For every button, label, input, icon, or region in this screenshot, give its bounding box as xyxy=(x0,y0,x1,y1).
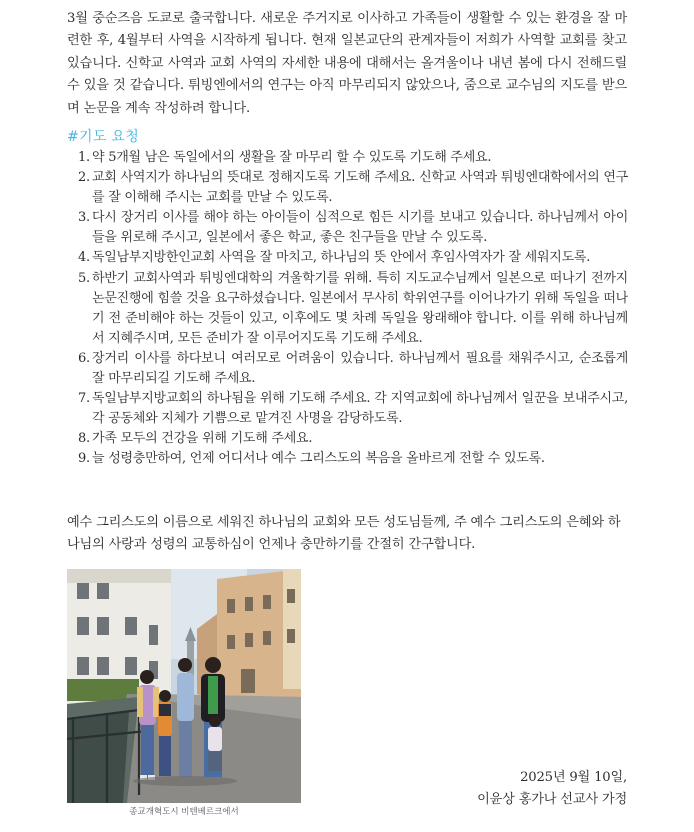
prayer-item-number: 8. xyxy=(78,431,90,447)
prayer-item-number: 3. xyxy=(78,210,90,226)
prayer-item-text: 늘 성령충만하여, 언제 어디서나 예수 그리스도의 복음을 올바르게 전할 수 있도록. xyxy=(92,451,545,467)
family-photo-figure xyxy=(67,569,301,817)
prayer-item-text: 다시 장거리 이사를 해야 하는 아이들이 심적으로 힘든 시기를 보내고 있습니다. 하나님께서 아이들을 위로해 주시고, 일본에서 좋은 학교, 좋은 친구들을 만날 수 있도록. xyxy=(92,210,628,246)
prayer-request-heading: #기도 요청 xyxy=(67,129,140,145)
prayer-item-text: 약 5개월 남은 독일에서의 생활을 잘 마무리 할 수 있도록 기도해 주세요. xyxy=(92,150,492,165)
prayer-item xyxy=(78,168,628,208)
family-photo xyxy=(67,569,301,803)
sender-name: 이윤상 홍가나 선교사 가정 xyxy=(477,792,627,807)
prayer-item-number: 2. xyxy=(78,170,90,186)
closing-blessing-paragraph: 예수 그리스도의 이름으로 세워진 하나님의 교회와 모든 성도님들께, 주 예수 그리스도의 은혜와 하나님의 사랑과 성령의 교통하심이 언제나 충만하기를 간절히 간구합니다. xyxy=(67,515,621,553)
prayer-item-number: 9. xyxy=(78,451,90,467)
prayer-item-number: 6. xyxy=(78,350,90,366)
prayer-item-number: 5. xyxy=(78,270,90,286)
prayer-item-text: 독일남부지방교회의 하나됨을 위해 기도해 주세요. 각 지역교회에 하나님께서 일꾼을 보내주시고, 각 공동체와 지체가 기쁨으로 맡겨진 사명을 감당하도록. xyxy=(92,391,628,427)
prayer-item-number: 7. xyxy=(78,391,90,407)
prayer-item-number: 4. xyxy=(78,250,90,266)
prayer-item-text: 가족 모두의 건강을 위해 기도해 주세요. xyxy=(92,431,313,447)
prayer-item-number: 1. xyxy=(78,150,90,165)
intro-paragraph: 3월 중순즈음 도쿄로 출국합니다. 새로운 주거지로 이사하고 가족들이 생활할 수 있는 환경을 잘 마련한 후, 4월부터 사역을 시작하게 됩니다. 현재 일본교단의 관계자들이 저희가 사역할 교회를 찾고 있습니다. 신학교 사역과 교회 사역의 자세한 내용에 대해서는 올겨울이나 내년 봄에 다시 전해드릴 수 있을 것 같습니다. 튀빙엔에서의 연구는 아직 마무리되지 않았으나, 줌으로 교수님의 지도를 받으며 논문을 계속 작성하려 합니다. xyxy=(67,11,627,116)
prayer-item-text: 하반기 교회사역과 튀빙엔대학의 겨울학기를 위해. 특히 지도교수님께서 일본으로 떠나기 전까지 논문진행에 힘쓸 것을 요구하셨습니다. 일본에서 무사히 학위연구를 이어나가기 위해 독일을 떠나기 전 준비해야 하는 것들이 있고, 이후에도 몇 차례 독일을 왕래해야 합니다. 이를 위해 하나님께서 지혜주시며, 모든 준비가 잘 이루어지도록 기도해 주세요. xyxy=(92,270,628,346)
prayer-item xyxy=(78,148,628,168)
prayer-item xyxy=(78,449,628,469)
prayer-item xyxy=(78,349,628,389)
letter-date: 2025년 9월 10일, xyxy=(520,770,627,785)
prayer-item xyxy=(78,208,628,248)
photo-caption: 종교개혁도시 비텐베르크에서 xyxy=(129,807,239,817)
prayer-item-text: 교회 사역지가 하나님의 뜻대로 정해지도록 기도해 주세요. 신학교 사역과 튀빙엔대학에서의 연구를 잘 이해해 주시는 교회를 만날 수 있도록. xyxy=(92,170,628,206)
prayer-item-text: 장거리 이사를 하다보니 여러모로 어려움이 있습니다. 하나님께서 필요를 채워주시고, 순조롭게 잘 마무리되길 기도해 주세요. xyxy=(92,350,628,387)
prayer-request-list xyxy=(78,148,628,470)
signature-block xyxy=(477,767,627,811)
prayer-item xyxy=(78,429,628,449)
prayer-item-text: 독일남부지방한인교회 사역을 잘 마치고, 하나님의 뜻 안에서 후임사역자가 잘 세워지도록. xyxy=(92,250,591,266)
prayer-item xyxy=(78,389,628,429)
prayer-item xyxy=(78,269,628,349)
prayer-item xyxy=(78,248,628,268)
